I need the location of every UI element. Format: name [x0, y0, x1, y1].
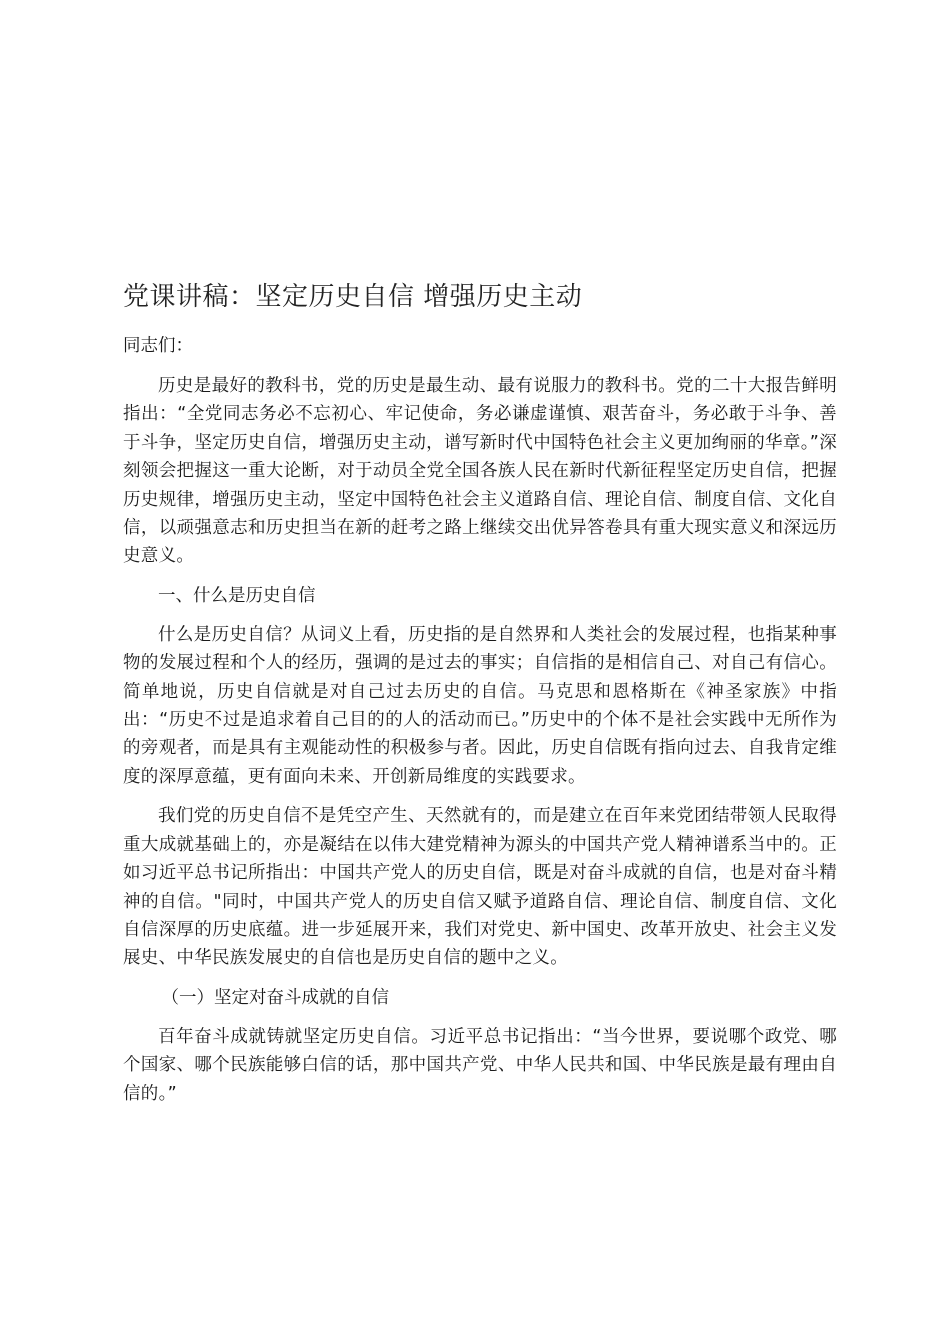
document-page — [123, 276, 837, 1119]
section-1-heading: 一、什么是历史自信 — [158, 585, 316, 606]
document-title: 党课讲稿：坚定历史自信 增强历史主动 — [123, 282, 583, 312]
paragraph-3: 我们党的历史自信不是凭空产生、天然就有的，而是建立在百年来党团结带领人民取得重大成就基础上的，亦是凝结在以伟大建党精神为源头的中国共产党人精神谱系当中的。正如习近平总书记所指出：中国共产党人的历史自信，既是对奋斗成就的自信，也是对奋斗精神的自信。"同时，中国共产党人的历史自信又赋予道路自信、理论自信、制度自信、文化自信深厚的历史底蕴。进一步延展开来，我们对党史、新中国史、改革开放史、社会主义发展史、中华民族发展史的自信也是历史自信的题中之义。 — [123, 806, 837, 969]
paragraph-4: 百年奋斗成就铸就坚定历史自信。习近平总书记指出：“当今世界，要说哪个政党、哪个国家、哪个民族能够白信的话，那中国共产党、中华人民共和国、中华民族是最有理由自信的。” — [123, 1026, 837, 1104]
greeting: 同志们： — [123, 336, 193, 356]
paragraph-2: 什么是历史自信？从词义上看，历史指的是自然界和人类社会的发展过程，也指某种事物的发展过程和个人的经历，强调的是过去的事实；自信指的是相信自己、对自己有信心。简单地说，历史自信就是对自己过去历史的自信。马克思和恩格斯在《神圣家族》中指出：“历史不过是追求着自己目的的人的活动而已。”历史中的个体不是社会实践中无所作为的旁观者，而是具有主观能动性的积极参与者。因此，历史自信既有指向过去、自我肯定维度的深厚意蕴，更有面向未来、开创新局维度的实践要求。 — [123, 624, 837, 787]
paragraph-1: 历史是最好的教科书，党的历史是最生动、最有说服力的教科书。党的二十大报告鲜明指出：“全党同志务必不忘初心、牢记使命，务必谦虚谨慎、艰苦奋斗，务必敢于斗争、善于斗争，坚定历史自信，增强历史主动，谱写新时代中国特色社会主义更加绚丽的华章。”深刻领会把握这一重大论断，对于动员全党全国各族人民在新时代新征程坚定历史自信，把握历史规律，增强历史主动，坚定中国特色社会主义道路自信、理论自信、制度自信、文化自信，以顽强意志和历史担当在新的赶考之路上继续交出优异答卷具有重大现实意义和深远历史意义。 — [123, 376, 837, 567]
subsection-1-heading: （一）坚定对奋斗成就的自信 — [161, 987, 389, 1008]
